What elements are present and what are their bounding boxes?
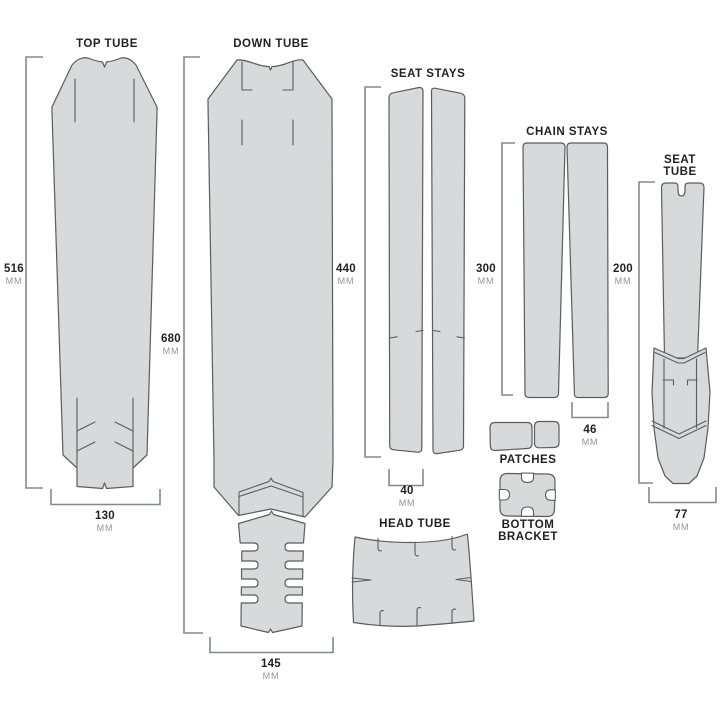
seat-stays-length-dim	[336, 264, 356, 286]
down-tube-label: DOWN TUBE	[233, 38, 309, 50]
dim-unit: MM	[337, 276, 355, 286]
chain-stays-length-dim	[476, 264, 496, 286]
dim-bracket-seat-stays-length	[365, 87, 381, 457]
dim-bracket-top-tube-width	[51, 489, 160, 505]
dim-bracket-seat-stays-width	[389, 469, 423, 486]
seat-tube-width-dim	[673, 510, 690, 532]
chain-stays-width-dim	[582, 425, 599, 447]
dim-bracket-seat-tube-length	[639, 182, 655, 483]
top-tube-length-dim	[4, 264, 24, 286]
down-tube-width-dim	[261, 659, 281, 681]
head-tube-label: HEAD TUBE	[379, 518, 451, 530]
top-tube-width-dim	[95, 511, 115, 533]
dim-bracket-top-tube-length	[26, 57, 43, 488]
down-tube-shape	[208, 60, 333, 517]
dim-unit: MM	[96, 523, 114, 533]
dim-value: 130	[95, 510, 115, 522]
chain-stays-shape	[523, 143, 608, 398]
down-tube-comb-shape	[239, 511, 306, 633]
dim-value: 516	[4, 263, 24, 275]
bottom-bracket-shape	[499, 473, 555, 517]
patches-label: PATCHES	[499, 454, 557, 466]
top-tube-shape	[52, 58, 157, 489]
head-tube-shape	[352, 535, 474, 627]
dim-unit: MM	[672, 522, 690, 532]
dim-unit: MM	[262, 671, 280, 681]
down-tube-length-dim	[161, 334, 181, 356]
seat-tube-shape	[652, 183, 710, 484]
dim-unit: MM	[398, 498, 416, 508]
dim-value: 680	[161, 333, 181, 345]
top-tube-label: TOP TUBE	[76, 38, 138, 50]
dim-unit: MM	[477, 276, 495, 286]
dim-bracket-down-tube-length	[184, 57, 203, 633]
seat-tube-label: SEAT TUBE	[663, 154, 697, 178]
dim-value: 145	[261, 658, 281, 670]
dim-value: 46	[583, 424, 597, 436]
seat-stays-shape	[389, 87, 465, 453]
dim-value: 40	[400, 485, 414, 497]
dim-value: 200	[613, 263, 633, 275]
dim-unit: MM	[614, 276, 632, 286]
seat-tube-length-dim	[613, 264, 633, 286]
bottom-bracket-label: BOTTOM BRACKET	[498, 519, 558, 543]
dim-bracket-down-tube-width	[210, 637, 333, 653]
dim-value: 440	[336, 263, 356, 275]
dim-unit: MM	[5, 276, 23, 286]
seat-stays-label: SEAT STAYS	[390, 68, 466, 80]
seat-stays-width-dim	[399, 486, 416, 508]
dim-bracket-seat-tube-width	[649, 487, 716, 503]
dim-unit: MM	[581, 437, 599, 447]
patches-shape	[490, 422, 559, 451]
dim-unit: MM	[162, 346, 180, 356]
dim-value: 300	[476, 263, 496, 275]
dim-bracket-chain-stays-length	[502, 143, 515, 395]
dim-bracket-chain-stays-width	[572, 402, 608, 418]
dim-value: 77	[674, 509, 688, 521]
chain-stays-label: CHAIN STAYS	[526, 126, 608, 138]
